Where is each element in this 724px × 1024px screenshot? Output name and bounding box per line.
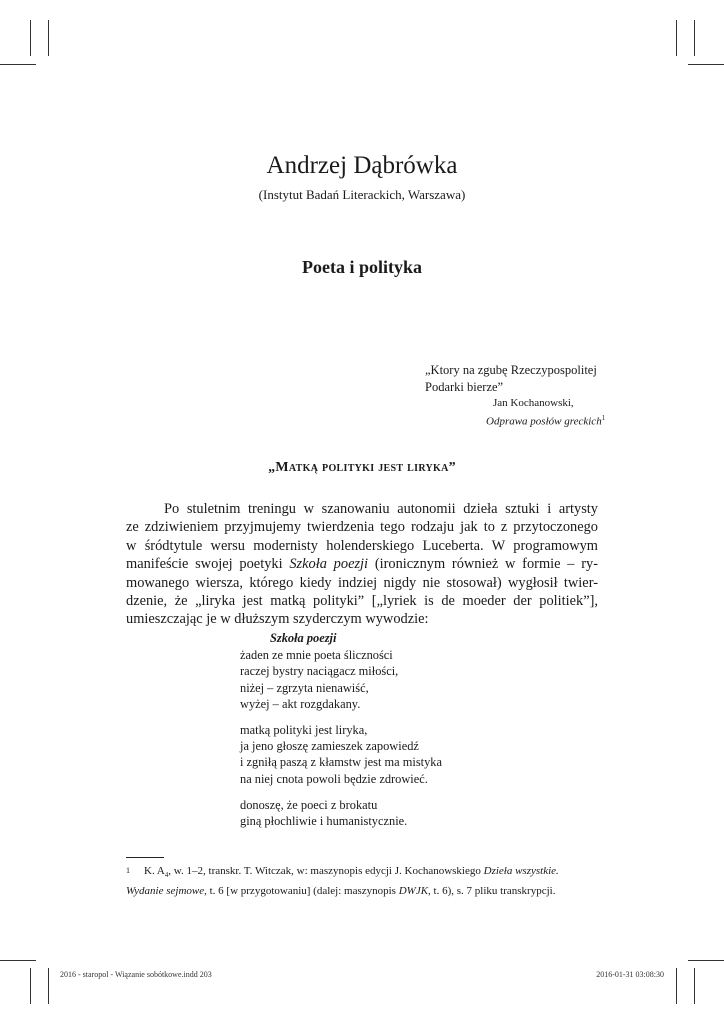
- print-slug-timestamp: 2016-01-31 03:08:30: [596, 970, 664, 979]
- poem-line: raczej bystry naciągacz miłości,: [240, 664, 399, 679]
- poem-line: i zgniłą paszą z kłamstw jest ma mistyka: [240, 755, 442, 770]
- epigraph-line: „Ktory na zgubę Rzeczypospolitej: [425, 363, 597, 377]
- poem-line: wyżej – akt rozgdakany.: [240, 696, 361, 711]
- paragraph-line: dzenie, że „liryka jest matką polityki” [„lyriek is de moeder der politiek”],: [126, 593, 598, 610]
- epigraph-source-title: Odprawa posłów greckich: [486, 415, 602, 428]
- poem: [240, 630, 442, 839]
- poem-line: niżej – zgrzyta nienawiść,: [240, 680, 369, 695]
- italic-title: Dzieła wszystkie.: [483, 865, 559, 877]
- body-paragraph: [126, 500, 598, 629]
- text-run: , t. 6), s. 7 pliku transkrypcji.: [428, 885, 556, 898]
- poem-line: giną płochliwie i humanistycznie.: [240, 814, 408, 829]
- poem-stanza: [240, 647, 442, 712]
- crop-mark: [694, 20, 695, 56]
- crop-mark: [30, 968, 31, 1004]
- footnote-line: [126, 863, 602, 883]
- footnote-number: 1: [126, 866, 130, 875]
- italic-abbrev: DWJK: [398, 885, 429, 898]
- crop-mark: [0, 64, 36, 65]
- poem-line: donoszę, że poeci z brokatu: [240, 797, 378, 812]
- epigraph-line: Podarki bierze”: [425, 380, 504, 394]
- text-run: (ironicznym również w formie – ry-: [368, 556, 599, 573]
- poem-line: na niej cnota powoli będzie zdrowieć.: [240, 771, 428, 786]
- text-run: K. A: [144, 865, 165, 877]
- crop-mark: [30, 20, 31, 56]
- crop-mark: [676, 20, 677, 56]
- crop-mark: [48, 20, 49, 56]
- italic-title: Wydanie sejmowe: [126, 885, 205, 898]
- crop-mark: [688, 960, 724, 961]
- poem-line: ja jeno głoszę zamieszek zapowiedź: [240, 739, 419, 754]
- footnote-ref: 1: [601, 414, 606, 422]
- footnote-line: [126, 883, 602, 899]
- subscript: 4: [164, 871, 169, 880]
- crop-mark: [688, 64, 724, 65]
- text-run: , w. 1–2, transkr. T. Witczak, w: maszynopis edycji J. Kochanowskiego: [168, 865, 484, 877]
- footnote: [126, 863, 602, 899]
- italic-title: Szkoła poezji: [289, 556, 369, 573]
- epigraph-author: Jan Kochanowski,: [493, 397, 574, 409]
- crop-mark: [0, 960, 36, 961]
- footnote-rule: [126, 857, 164, 858]
- crop-mark: [694, 968, 695, 1004]
- paragraph-line: mowanego wiersza, którego kiedy indziej nigdy nie stosował) wygłosił twier-: [126, 574, 598, 591]
- crop-mark: [676, 968, 677, 1004]
- text-run: , t. 6 [w przygotowaniu] (dalej: maszynopis: [204, 885, 399, 898]
- paragraph-line: w śródtytule wersu modernisty holenderskiego Luceberta. W programowym: [126, 537, 598, 554]
- section-heading: „Matką polityki jest liryka”: [268, 460, 456, 475]
- print-slug-file: 2016 - staropol - Wiązanie sobótkowe.indd 203: [60, 970, 212, 979]
- epigraph-source: [425, 411, 605, 430]
- text-run: manifeście swojej poetyki: [126, 556, 290, 573]
- author-affiliation: (Instytut Badań Literackich, Warszawa): [258, 187, 466, 202]
- article-title: Poeta i polityka: [302, 257, 422, 277]
- paragraph-line: umieszczając je w dłuższym szyderczym wywodzie:: [126, 611, 429, 628]
- poem-line: żaden ze mnie poeta śliczności: [240, 648, 393, 663]
- paragraph-line: Po stuletnim treningu w szanowaniu autonomii dzieła sztuki i artysty: [164, 501, 598, 517]
- author-name: Andrzej Dąbrówka: [266, 152, 458, 179]
- poem-stanza: [240, 797, 442, 829]
- poem-title: Szkoła poezji: [270, 631, 337, 645]
- paragraph-line: ze zdziwieniem przyjmujemy twierdzenia tego rodzaju jak to z przytoczonego: [126, 519, 598, 536]
- crop-mark: [48, 968, 49, 1004]
- poem-stanza: [240, 722, 442, 787]
- paragraph-line: [126, 555, 598, 573]
- poem-line: matką polityki jest liryka,: [240, 723, 368, 738]
- epigraph: [425, 362, 605, 430]
